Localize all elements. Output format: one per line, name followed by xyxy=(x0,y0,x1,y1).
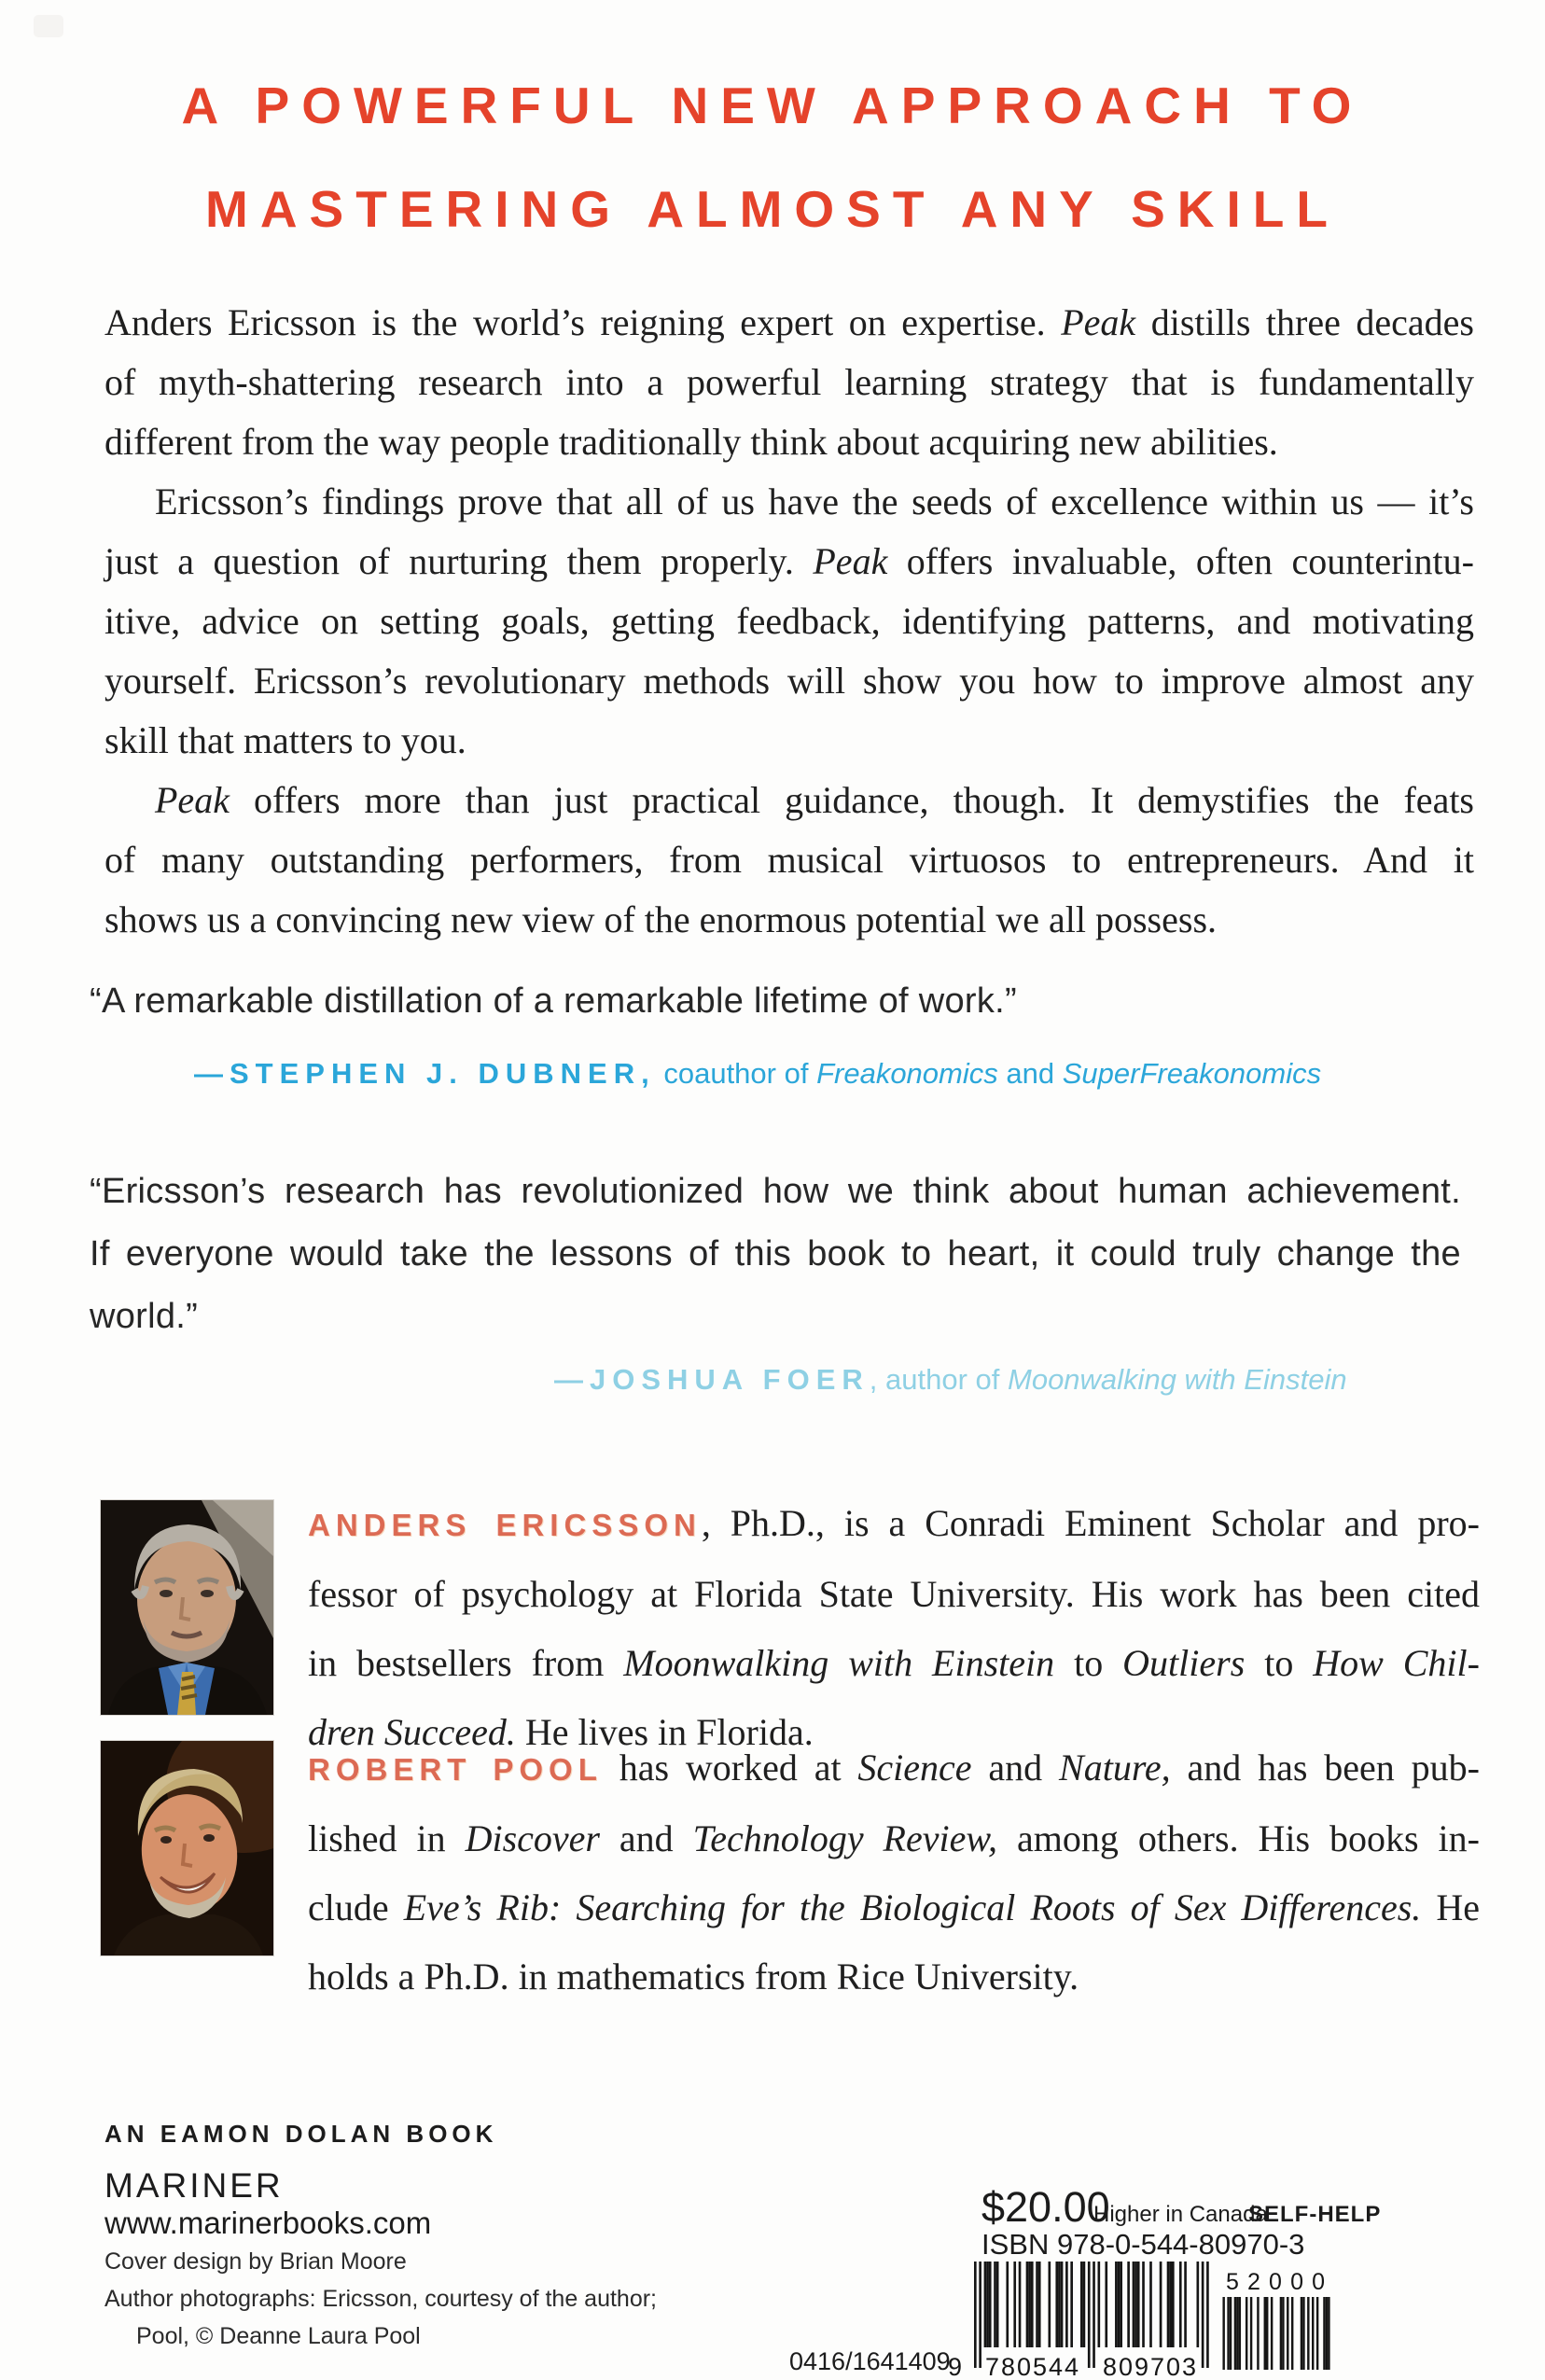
price: $20.00 xyxy=(981,2183,1110,2231)
category-label: SELF-HELP xyxy=(1248,2202,1382,2227)
dubner-quote xyxy=(90,970,1461,1091)
pool-photo-svg xyxy=(101,1741,273,1955)
headline-line2: MASTERING ALMOST ANY SKILL xyxy=(205,180,1340,238)
scan-smudge xyxy=(34,15,63,37)
credits-block xyxy=(104,2243,657,2355)
dubner-attribution: —STEPHEN J. DUBNER, coauthor of Freakonomics and SuperFreakonomics xyxy=(194,1057,1322,1090)
ericsson-bio: ANDERS ERICSSON, Ph.D., is a Conradi Eminent Scholar and pro- fessor of psychology at Florida State University. His work has been cited in bestsellers from Moonwalking with Einstein to Outliers to How Chil- dren Succeed. He lives in Florida. xyxy=(308,1502,1480,1753)
photo-credit-1: Author photographs: Ericsson, courtesy of the author; xyxy=(104,2286,658,2312)
isbn-number: ISBN 978-0-544-80970-3 xyxy=(981,2228,1305,2261)
barcode-digit-first: 9 xyxy=(948,2353,963,2380)
addon-digits: 5 2 0 0 0 xyxy=(1226,2271,1325,2295)
pool-bio: ROBERT POOL has worked at Science and Nature, and has been pub- lished in Discover and Technology Review, among others. His books in- clude Eve’s Rib: Searching for the Biological Roots of Sex Differences. He holds a Ph.D. in mathematics from Rice University. xyxy=(308,1747,1480,1997)
synopsis: Anders Ericsson is the world’s reigning expert on expertise. Peak distills three decades of myth-shattering research into a powerful learning strategy that is fundamentally different from the way people traditionally think about acquiring new abilities. Ericsson’s findings prove that all of us have the seeds of excellence within us — it’s just a question of nurturing them properly. Peak offers invaluable, often counterintu- itive, advice on setting goals, getting feedback, identifying patterns, and motivating yourself. Ericsson’s revolutionary methods will show you how to improve almost any skill that matters to you. Peak offers more than just practical guidance, though. It demystifies the feats of many outstanding performers, from musical virtuosos to entrepreneurs. And it shows us a convincing new view of the enormous potential we all possess. xyxy=(104,301,1474,940)
print-code: 0416/1641409 xyxy=(789,2347,951,2375)
photo-credit-2: Pool, © Deanne Laura Pool xyxy=(136,2323,421,2349)
imprint-line: AN EAMON DOLAN BOOK xyxy=(104,2120,498,2148)
foer-quote xyxy=(90,1161,1461,1397)
barcode-digits-left: 780544 xyxy=(985,2353,1079,2380)
website-url: www.marinerbooks.com xyxy=(104,2206,432,2240)
headline xyxy=(0,54,1545,261)
dubner-quote-text: “A remarkable distillation of a remarkable lifetime of work.” xyxy=(90,981,1017,1021)
ean13-barcode-svg xyxy=(946,2262,1212,2380)
foer-attribution: —JOSHUA FOER, author of Moonwalking with Einstein xyxy=(554,1363,1347,1396)
ean5-addon-barcode xyxy=(1218,2271,1332,2376)
cover-credit: Cover design by Brian Moore xyxy=(104,2248,407,2275)
mariner-logo-text: MARINER xyxy=(104,2166,284,2205)
barcode-digits-right: 809703 xyxy=(1103,2353,1196,2380)
ericsson-photo xyxy=(101,1500,273,1715)
price-note: Higher in Canada xyxy=(1093,2202,1268,2227)
foer-quote-text: “Ericsson’s research has revolutionized how we think about human achievement. If everyone would take the lessons of this book to heart, it could truly change the world.” xyxy=(90,1172,1461,1336)
ean13-barcode xyxy=(946,2262,1212,2380)
ean5-barcode-svg xyxy=(1218,2271,1332,2372)
pool-photo xyxy=(101,1741,273,1955)
ericsson-photo-svg xyxy=(101,1500,273,1715)
headline-line1: A POWERFUL NEW APPROACH TO xyxy=(181,77,1364,134)
